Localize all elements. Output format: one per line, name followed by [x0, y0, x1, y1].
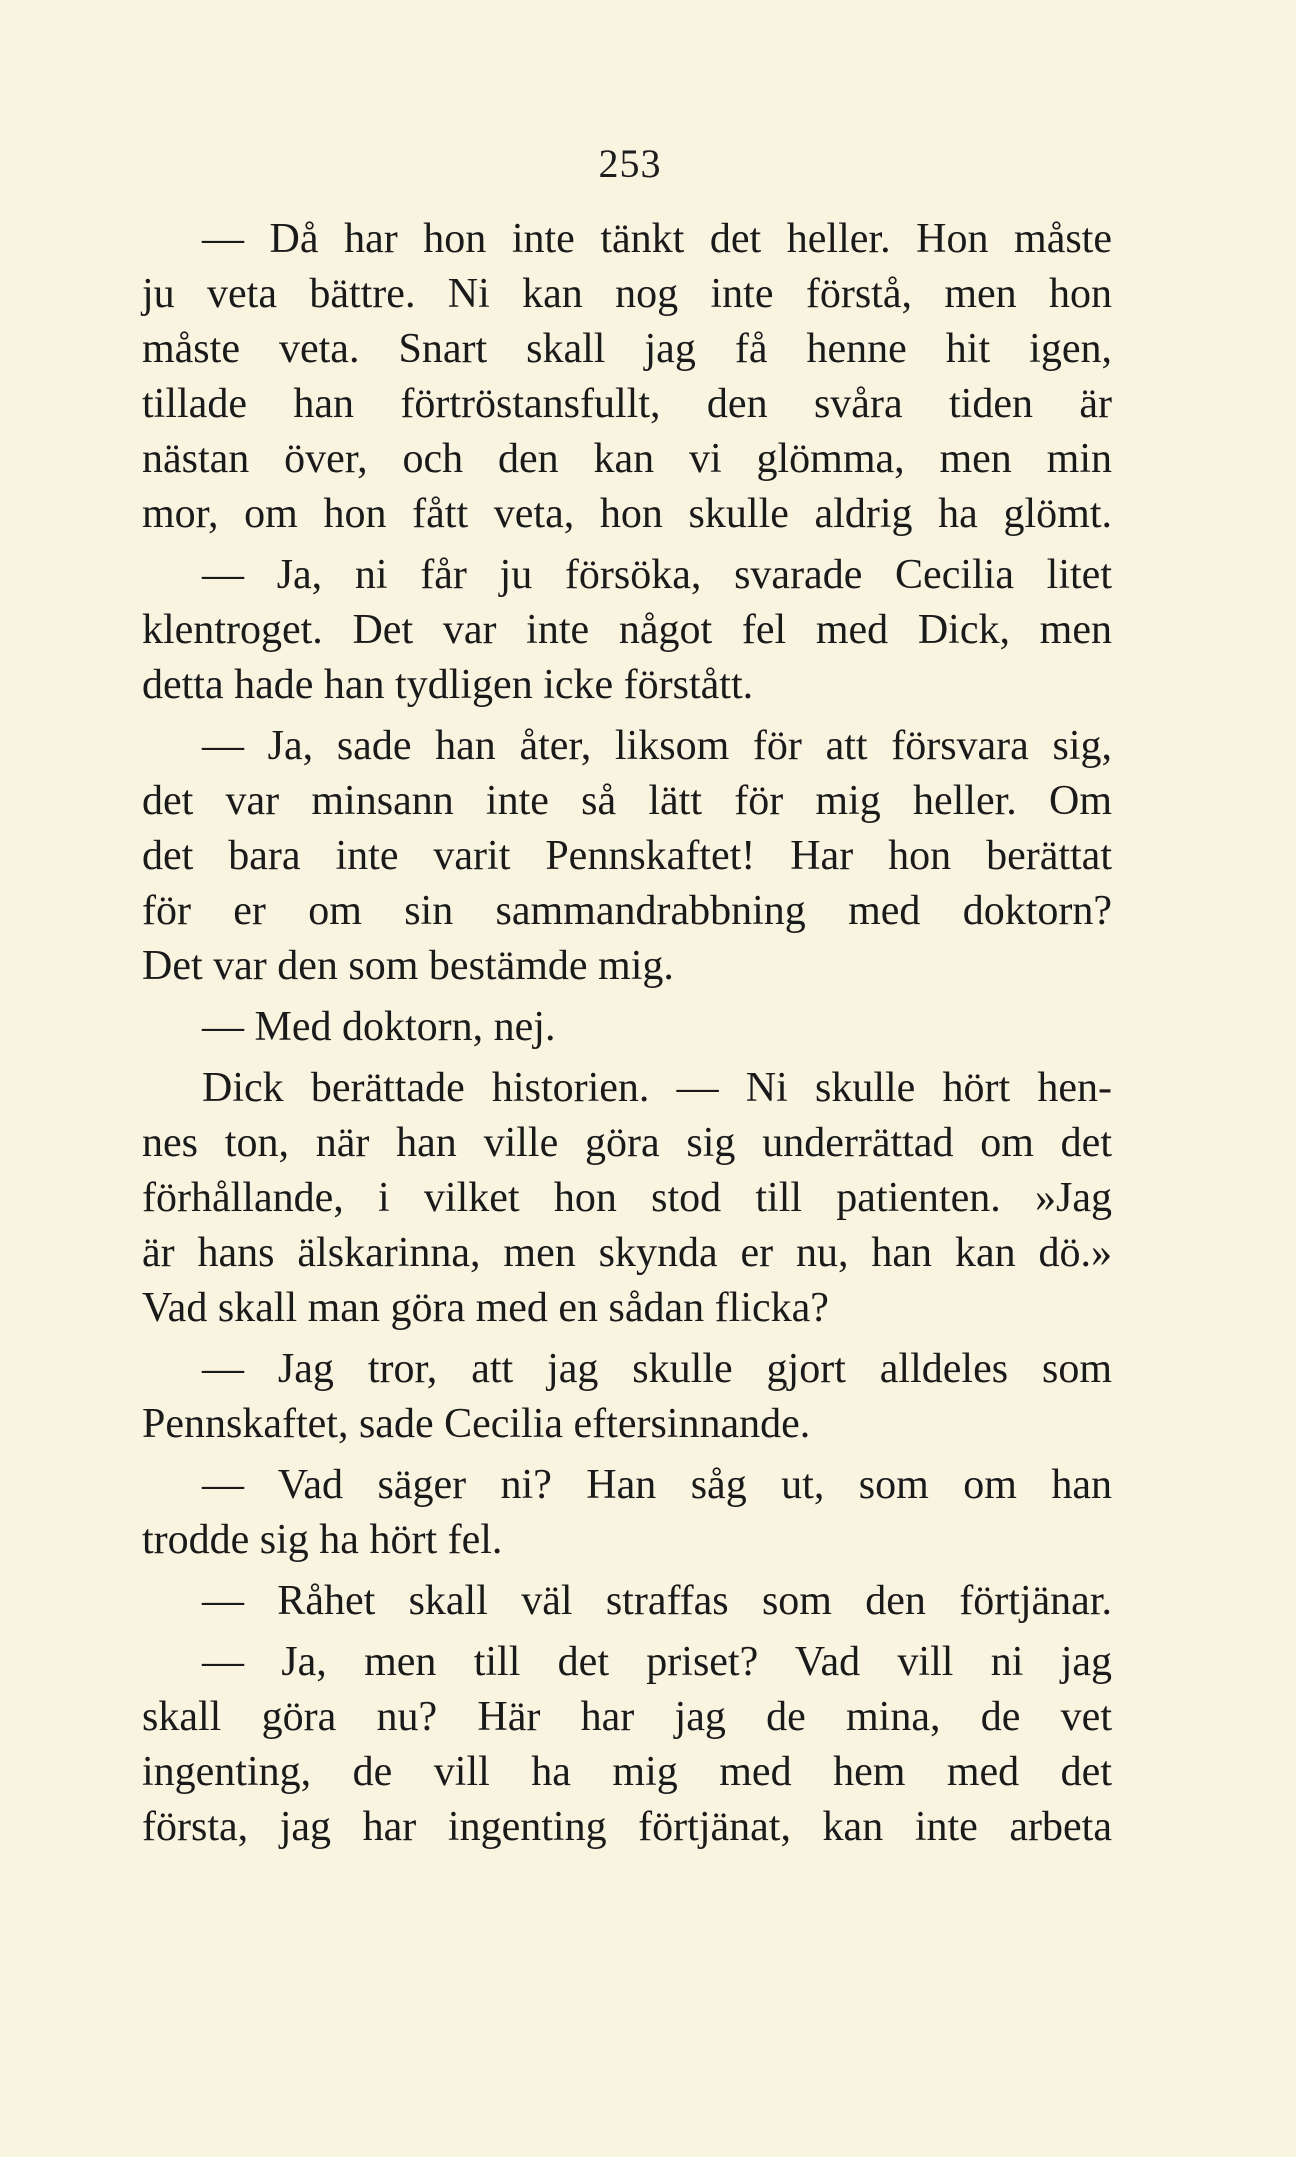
text-line: det bara inte varit Pennskaftet! Har hon berättat — [142, 833, 1112, 879]
text-line: är hans älskarinna, men skynda er nu, han kan dö.» — [142, 1230, 1112, 1276]
text-line: — Ja, men till det priset? Vad vill ni jag — [202, 1639, 1112, 1685]
paragraph — [142, 1342, 1112, 1452]
paragraph — [142, 212, 1112, 542]
text-line: — Då har hon inte tänkt det heller. Hon måste — [202, 216, 1112, 262]
text-line: — Vad säger ni? Han såg ut, som om han — [202, 1462, 1112, 1508]
paragraph — [142, 1458, 1112, 1568]
text-line: Dick berättade historien. — Ni skulle hört hen- — [202, 1065, 1112, 1111]
text-line: — Råhet skall väl straffas som den förtjänar. — [202, 1578, 1112, 1624]
text-line: Vad skall man göra med en sådan flicka? — [142, 1285, 829, 1331]
text-line: nes ton, när han ville göra sig underrättad om det — [142, 1120, 1112, 1166]
text-line: — Jag tror, att jag skulle gjort alldeles som — [202, 1346, 1112, 1392]
paragraph — [142, 719, 1112, 994]
text-line: nästan över, och den kan vi glömma, men min — [142, 436, 1112, 482]
body-text — [142, 212, 1112, 1861]
text-line: Det var den som bestämde mig. — [142, 943, 674, 989]
text-line: tillade han förtröstansfullt, den svåra tiden är — [142, 381, 1112, 427]
text-line: för er om sin sammandrabbning med doktorn? — [142, 888, 1112, 934]
paragraph — [142, 1574, 1112, 1629]
paragraph — [142, 1000, 1112, 1055]
paragraph — [142, 1635, 1112, 1855]
paragraph — [142, 548, 1112, 713]
text-line: mor, om hon fått veta, hon skulle aldrig ha glömt. — [142, 491, 1112, 537]
text-line: första, jag har ingenting förtjänat, kan inte arbeta — [142, 1804, 1112, 1850]
text-line: det var minsann inte så lätt för mig heller. Om — [142, 778, 1112, 824]
text-line: förhållande, i vilket hon stod till patienten. »Jag — [142, 1175, 1112, 1221]
text-line: måste veta. Snart skall jag få henne hit igen, — [142, 326, 1112, 372]
text-line: klentroget. Det var inte något fel med Dick, men — [142, 607, 1112, 653]
text-line: — Med doktorn, nej. — [202, 1004, 556, 1050]
paragraph — [142, 1061, 1112, 1336]
text-line: detta hade han tydligen icke förstått. — [142, 662, 754, 708]
text-line: ju veta bättre. Ni kan nog inte förstå, men hon — [142, 271, 1112, 317]
text-line: — Ja, ni får ju försöka, svarade Cecilia litet — [202, 552, 1112, 598]
text-line: ingenting, de vill ha mig med hem med det — [142, 1749, 1112, 1795]
text-line: skall göra nu? Här har jag de mina, de vet — [142, 1694, 1112, 1740]
text-line: Pennskaftet, sade Cecilia eftersinnande. — [142, 1401, 811, 1447]
text-line: — Ja, sade han åter, liksom för att försvara sig, — [202, 723, 1112, 769]
text-line: trodde sig ha hört fel. — [142, 1517, 503, 1563]
page-number: 253 — [598, 141, 662, 186]
